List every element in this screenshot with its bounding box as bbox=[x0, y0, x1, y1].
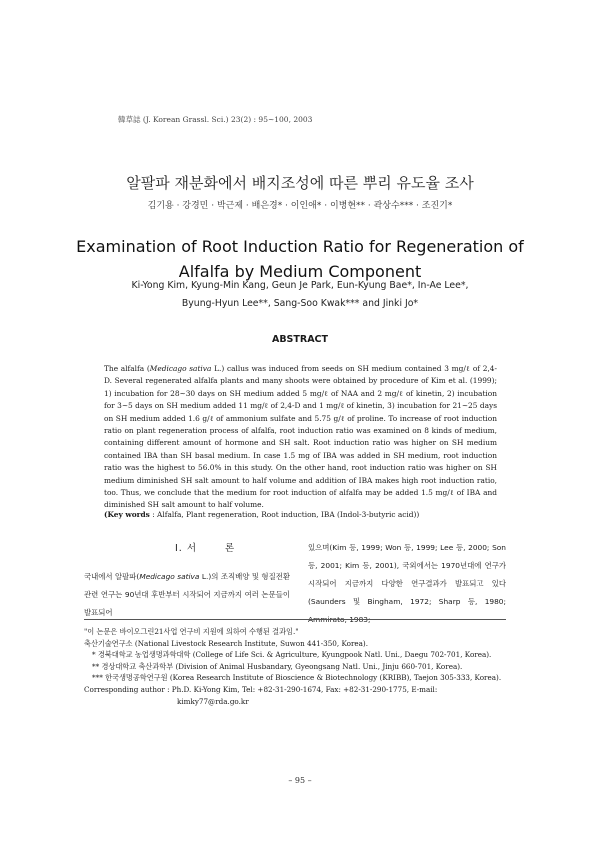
english-title-line-2: Alfalfa by Medium Component bbox=[178, 262, 422, 281]
abstract-text-start: The alfalfa ( bbox=[104, 364, 150, 373]
section-word: 론 bbox=[225, 543, 236, 554]
keywords-label: (Key words bbox=[104, 510, 150, 519]
footnote-divider bbox=[84, 619, 506, 620]
intro-left-text-rest: L.)의 조직배양 및 형질전환 관련 연구는 90년대 후반부터 시작되어 지금까지 여러 논문들이 발표되어 bbox=[84, 572, 290, 617]
abstract-species-name: Medicago sativa bbox=[149, 364, 212, 373]
intro-right-column: 있으며(Kim 등, 1999; Won 등, 1999; Lee 등, 2000; Son 등, 2001; Kim 등, 2001), 국외에서는 1970년대에 연구가 시작되어 지금까지 다양한 연구결과가 발표되고 있다(Saunders 및 Bingham, 1972; Sharp 등, 1980; Ammirato, 1983; bbox=[308, 543, 506, 624]
keywords-list: : Alfalfa, Plant regeneration, Root induction, IBA (Indol-3-butyric acid)) bbox=[149, 510, 420, 519]
english-authors-line-1: Ki-Yong Kim, Kyung-Min Kang, Geun Je Park, Eun-Kyung Bae*, In-Ae Lee*, bbox=[131, 280, 469, 291]
abstract-text-rest: L.) callus was induced from seeds on SH medium contained 3 mg/ℓ of 2,4-D. Several regenerated alfalfa plants and many shoots were obtained by procedure of Kim et al. (1999); 1) incubation for 28~30 days on SH medium added 5 mg/ℓ of NAA and 2 mg/ℓ of kinetin, 2) incubation for 3~5 days on SH medium added 11 mg/ℓ of 2,4-D and 1 mg/ℓ of kinetin, 3) incubation for 21~25 days on SH medium added 1.6 g/ℓ of ammonium sulfate and 5.75 g/ℓ of proline. To increase of root induction ratio on plant regeneration process of alfalfa, root induction ratio was examined on 8 kinds of medium, containing different amount of hormone and SH salt. Root induction ratio was higher on SH medium contained IBA than SH basal medium. In case 1.5 mg of IBA was added in SH medium, root induction ratio was the highest to 56.0% in this study. On the other hand, root induction ratio was higher on SH medium diminished SH salt amount to half volume and addition of IBA makes high root induction ratio, too. Thus, we conclude that the medium for root induction of alfalfa may be added 1.5 mg/ℓ of IBA and diminished SH salt amount to half volume. bbox=[104, 364, 498, 510]
footnotes bbox=[84, 626, 506, 707]
footnote-affiliation-2: ** 경상대학교 축산과학부 (Division of Animal Husbandary, Gyeongsang Natl. Uni., Jinju 660-701, Korea). bbox=[92, 661, 463, 671]
abstract-heading: ABSTRACT bbox=[271, 334, 329, 345]
intro-left-text-start: 국내에서 알팔파( bbox=[84, 572, 140, 581]
intro-species-name: Medicago sativa bbox=[139, 572, 200, 581]
keywords bbox=[104, 509, 497, 521]
english-title-line-1: Examination of Root Induction Ratio for Regeneration of bbox=[76, 237, 524, 256]
footnote-affiliation-1: * 경북대학교 농업생명과학대학 (College of Life Sci. & Agriculture, Kyungpook Natl. Uni., Daegu 702-701, Korea). bbox=[92, 650, 492, 660]
section-heading-introduction bbox=[175, 540, 235, 554]
english-authors-line-2: Byung-Hyun Lee**, Sang-Soo Kwak*** and Jinki Jo* bbox=[181, 298, 419, 309]
abstract-body bbox=[104, 363, 497, 512]
page-number: – 95 – bbox=[288, 776, 312, 785]
korean-title: 알팔파 재분화에서 배지조성에 따른 뿌리 유도율 조사 bbox=[126, 174, 474, 192]
section-number: Ⅰ. 서 bbox=[175, 543, 198, 554]
footnote-affiliation-3: *** 한국생명공학연구원 (Korea Research Institute of Bioscience & Biotechnology (KRIBB), Taejon 305-333, Korea). bbox=[92, 673, 502, 683]
footnote-affiliation-main: 축산기술연구소 (National Livestock Research Institute, Suwon 441-350, Korea). bbox=[84, 638, 369, 648]
footnote-funding: "이 논문은 바이오그린21사업 연구비 지원에 의하여 수행된 결과임." bbox=[84, 627, 299, 636]
footnote-corresponding-author: Corresponding author : Ph.D. Ki-Yong Kim, Tel: +82-31-290-1674, Fax: +82-31-290-1775, E-mail: kimky77@rda.go.kr bbox=[84, 684, 438, 706]
english-authors bbox=[60, 277, 540, 313]
journal-citation: 韓草誌 (J. Korean Grassl. Sci.) 23(2) : 95~100, 2003 bbox=[118, 115, 313, 124]
korean-authors: 김기용 · 강경민 · 박근제 · 배은경* · 이인애* · 이병현** · 곽상수*** · 조진기* bbox=[147, 201, 453, 211]
intro-left-column bbox=[84, 568, 290, 622]
